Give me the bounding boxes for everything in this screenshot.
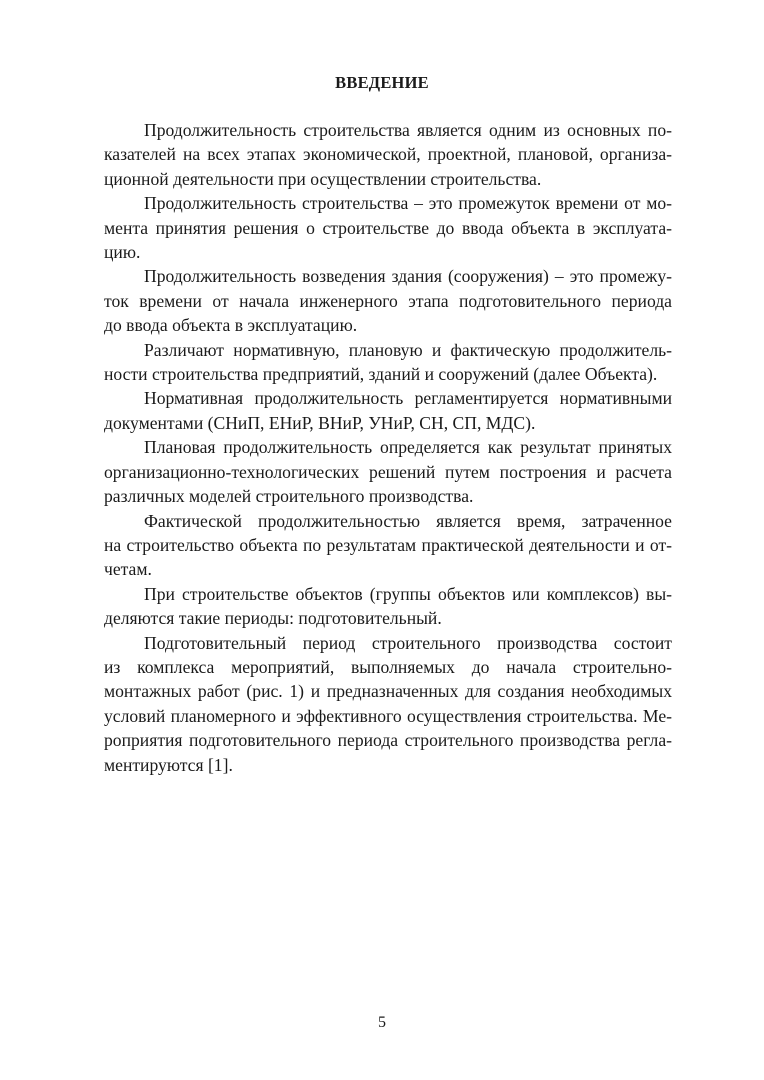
paragraph-line: Продолжительность строительства является одним из основных по-	[144, 120, 672, 140]
paragraph-line: Плановая продолжительность определяется как результат принятых	[144, 437, 672, 458]
paragraph-line: ционной деятельности при осуществлении строительства.	[104, 168, 542, 189]
paragraph	[104, 118, 672, 191]
paragraph	[104, 264, 672, 337]
paragraph-line: из комплекса мероприятий, выполняемых до начала строительно-	[104, 656, 672, 677]
paragraph	[104, 338, 672, 387]
paragraph-line: Продолжительность возведения здания (сооружения) – это промежу-	[144, 266, 672, 287]
paragraph	[104, 386, 672, 435]
paragraph-line: При строительстве объектов (группы объектов или комплексов) вы-	[144, 583, 672, 604]
paragraph-line: роприятия подготовительного периода строительного производства регла-	[104, 730, 672, 751]
paragraph-line: ментируются [1].	[104, 754, 233, 775]
paragraph-line: монтажных работ (рис. 1) и предназначенных для создания необходимых	[104, 681, 672, 702]
paragraph	[104, 435, 672, 508]
page-number: 5	[378, 1014, 386, 1031]
paragraph-line: ток времени от начала инженерного этапа подготовительного периода	[104, 290, 672, 311]
paragraph	[104, 582, 672, 631]
page-title: ВВЕДЕНИЕ	[335, 73, 429, 92]
paragraph-line: цию.	[104, 242, 141, 263]
paragraph	[104, 191, 672, 264]
paragraph-line: ности строительства предприятий, зданий и сооружений (далее Объекта).	[104, 364, 658, 385]
paragraph-line: деляются такие периоды: подготовительный.	[104, 608, 442, 629]
paragraph-line: различных моделей строительного производства.	[104, 486, 474, 507]
paragraph-line: Продолжительность строительства – это промежуток времени от мо-	[144, 193, 672, 214]
paragraph	[104, 631, 672, 777]
paragraph-line: казателей на всех этапах экономической, проектной, плановой, организа-	[104, 144, 672, 165]
paragraph-line: Фактической продолжительностью является время, затраченное	[144, 510, 672, 531]
paragraph-line: условий планомерного и эффективного осуществления строительства. Ме-	[104, 705, 672, 726]
paragraph-line: на строительство объекта по результатам практической деятельности и от-	[104, 534, 672, 555]
paragraph-line: мента принятия решения о строительстве до ввода объекта в эксплуата-	[104, 217, 672, 238]
paragraph-line: Нормативная продолжительность регламентируется нормативными	[144, 388, 672, 409]
paragraph-line: четам.	[104, 559, 152, 580]
paragraph	[104, 509, 672, 582]
paragraph-line: документами (СНиП, ЕНиР, ВНиР, УНиР, СН, СП, МДС).	[104, 412, 536, 433]
body-text	[104, 118, 672, 777]
paragraph-line: до ввода объекта в эксплуатацию.	[104, 315, 358, 336]
paragraph-line: Подготовительный период строительного производства состоит	[144, 632, 672, 653]
paragraph-line: Различают нормативную, плановую и фактическую продолжитель-	[144, 339, 672, 360]
paragraph-line: организационно-технологических решений путем построения и расчета	[104, 461, 672, 482]
